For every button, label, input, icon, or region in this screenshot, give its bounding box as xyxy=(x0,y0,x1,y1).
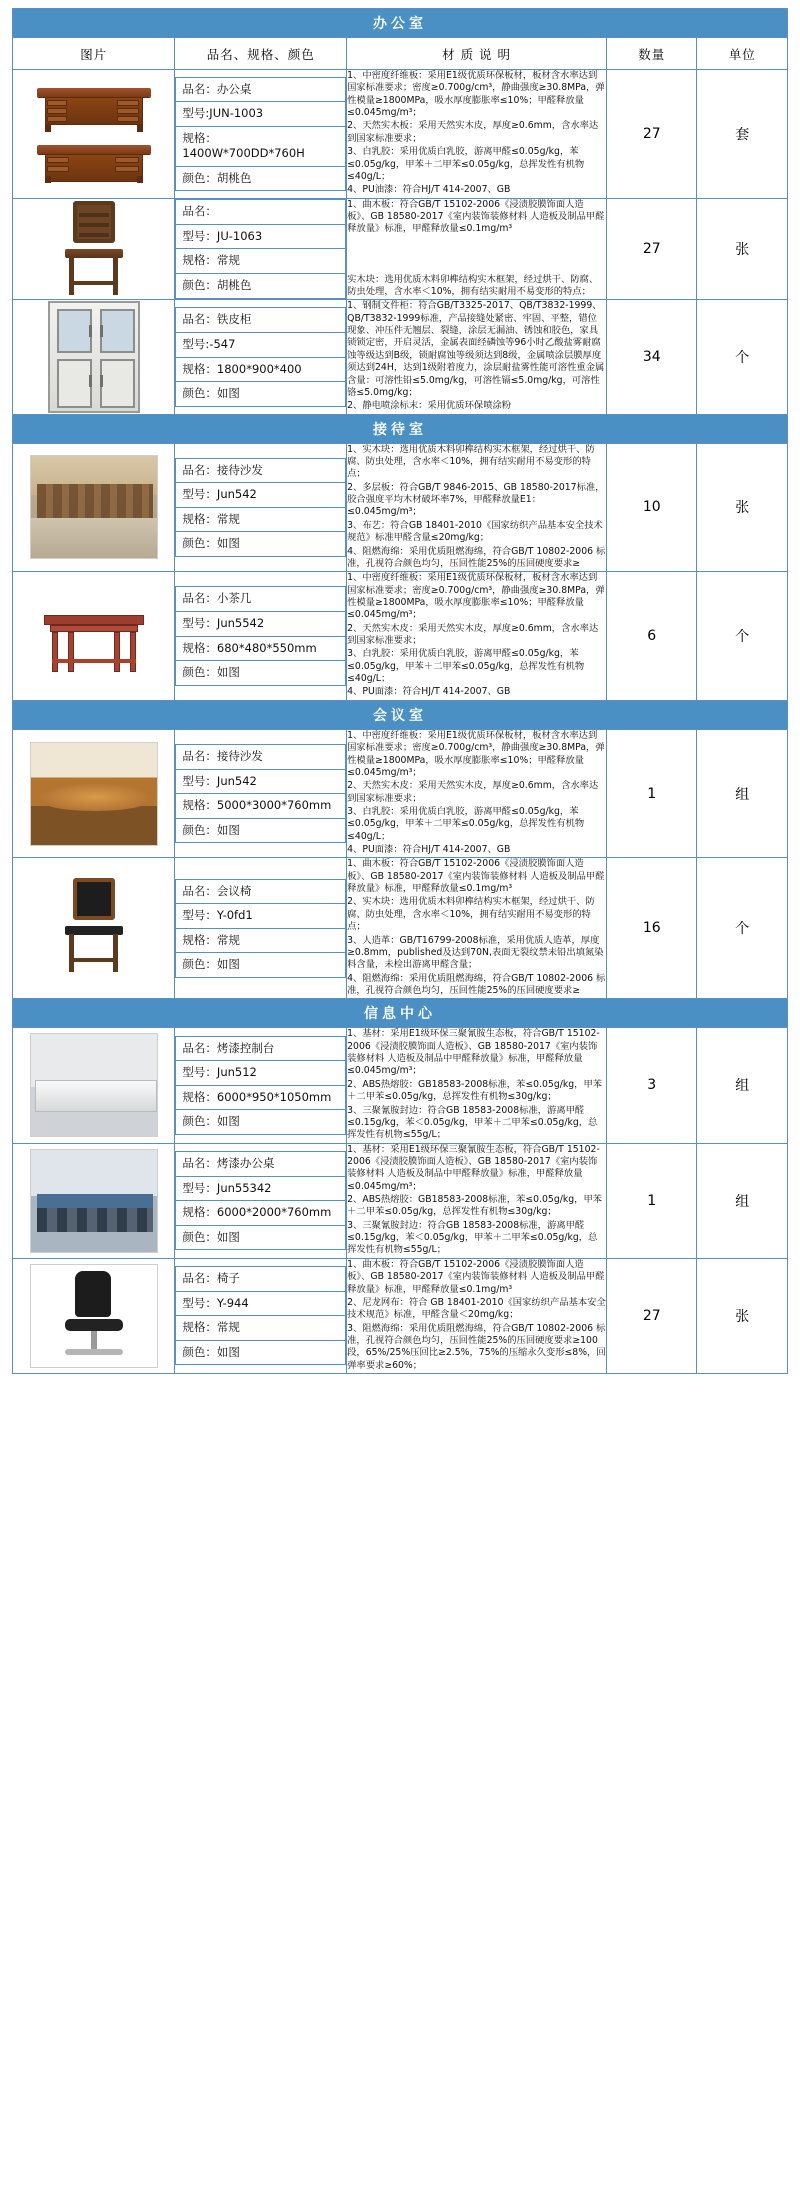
product-model: 型号：Y-0fd1 xyxy=(176,904,346,929)
specification-table xyxy=(12,8,788,1374)
task-chair-photo xyxy=(30,1264,158,1368)
product-image-cell xyxy=(13,1143,175,1258)
wood-chair-illustration xyxy=(57,201,131,297)
product-model: 型号:-547 xyxy=(176,332,346,357)
material-line: 4、PU面漆：符合HJ/T 414-2007、GB xyxy=(347,844,511,856)
product-image-cell xyxy=(13,70,175,199)
painted-office-desk-photo xyxy=(30,1149,158,1253)
section-title: 接待室 xyxy=(13,414,788,443)
material-line: 2、天然实木板：采用天然实木皮，厚度≥0.6mm，含水率达到国家标准要求； xyxy=(347,120,599,144)
unit-value: 组 xyxy=(697,729,788,858)
unit-value: 个 xyxy=(697,572,788,701)
product-model: 型号：Jun542 xyxy=(176,483,346,508)
column-header-image: 图片 xyxy=(13,38,175,70)
table-row xyxy=(13,858,788,999)
section-header-row xyxy=(13,9,788,38)
product-model: 型号：Y-944 xyxy=(176,1291,346,1316)
product-attributes-cell xyxy=(175,1258,347,1373)
table-row xyxy=(13,729,788,858)
product-attributes-cell xyxy=(175,1028,347,1143)
table-row xyxy=(13,1028,788,1143)
product-model: 型号：Jun55342 xyxy=(176,1176,346,1201)
control-console-photo xyxy=(30,1033,158,1137)
product-color: 颜色：胡桃色 xyxy=(176,166,346,191)
material-line: 3、阻燃海绵：采用优质阻燃海绵，符合GB/T 10802-2006 标准，孔视符合颜色均匀，压回性能25%的压回硬度要求≥100段，65%/25%压回比≥2.5%，75%的压缩永久变形≤8%，回弹率要求≥60%； xyxy=(347,1322,606,1371)
product-image-cell xyxy=(13,198,175,300)
material-description xyxy=(347,1258,607,1373)
product-spec: 规格：常规 xyxy=(176,249,346,274)
product-name: 品名：小茶几 xyxy=(176,587,346,612)
material-description xyxy=(347,198,607,300)
table-row xyxy=(13,443,788,572)
material-line: 1、中密度纤维板：采用E1级优质环保板材，板材含水率达到国家标准要求；密度≥0.700g/cm³，静曲强度≥30.8MPa，弹性模量≥1800MPa，吸水厚度膨胀率≤10%；甲醛释放量≤0.045mg/m³； xyxy=(347,729,605,778)
material-description xyxy=(347,300,607,414)
tea-table-drawing xyxy=(34,589,154,683)
material-line: 2、静电喷涂标末：采用优质环保喷涂粉 xyxy=(347,400,512,412)
material-line: 2、多层板：符合GB/T 9846-2015、GB 18580-2017标准，胶合强度平均木材破坏率7%，甲醛释放量E1：≤0.045mg/m³； xyxy=(347,481,605,518)
quantity-value: 34 xyxy=(607,300,697,414)
material-gap xyxy=(347,237,606,273)
column-header-unit: 单位 xyxy=(697,38,788,70)
product-spec: 规格：6000*950*1050mm xyxy=(176,1085,346,1110)
column-header-name: 品名、规格、颜色 xyxy=(175,38,347,70)
material-line: 1、曲木板：符合GB/T 15102-2006《浸渍胶膜饰面人造板》、GB 18580-2017《室内装饰装修材料 人造板及制品甲醛释放量》标准，甲醛释放量≤0.1mg/m³ xyxy=(347,198,605,235)
product-color: 颜色：如图 xyxy=(176,953,346,978)
conference-chair-photo xyxy=(57,878,131,978)
table-row xyxy=(13,1143,788,1258)
material-line: 1、基材：采用E1级环保三聚氰胺生态板，符合GB/T 15102-2006《浸渍胶膜饰面人造板》、GB 18580-2017《室内装饰装修材料 人造板及制品中甲醛释放量》标准，甲醛释放量≤0.045mg/m³； xyxy=(347,1143,600,1192)
steel-cabinet-illustration xyxy=(48,301,140,413)
product-model: 型号：JU-1063 xyxy=(176,224,346,249)
quantity-value: 27 xyxy=(607,70,697,199)
product-image-cell xyxy=(13,858,175,999)
material-line: 2、天然实木皮：采用天然实木皮，厚度≥0.6mm，含水率达到国家标准要求； xyxy=(347,780,599,804)
product-name: 品名：椅子 xyxy=(176,1267,346,1292)
quantity-value: 6 xyxy=(607,572,697,701)
material-line: 2、尼龙网布：符合 GB 18401-2010《国家纺织产品基本安全技术规范》标准，甲醛含量＜20mg/kg； xyxy=(347,1296,606,1321)
product-name: 品名：烤漆办公桌 xyxy=(176,1152,346,1177)
quantity-value: 1 xyxy=(607,1143,697,1258)
material-line: 1、曲木板：符合GB/T 15102-2006《浸渍胶膜饰面人造板》、GB 18580-2017《室内装饰装修材料 人造板及制品甲醛释放量》标准，甲醛释放量≤0.1mg/m³ xyxy=(347,1258,605,1295)
quantity-value: 27 xyxy=(607,1258,697,1373)
product-name: 品名：接待沙发 xyxy=(176,458,346,483)
product-color: 颜色：如图 xyxy=(176,382,346,407)
material-line: 3、三聚氰胺封边：符合GB 18583-2008标准，游离甲醛≤0.15g/kg，苯＜0.05g/kg，甲苯＋二甲苯≤0.05g/kg，总挥发性有机物≤55g/L； xyxy=(347,1219,598,1256)
material-description xyxy=(347,70,607,199)
quantity-value: 3 xyxy=(607,1028,697,1143)
quantity-value: 10 xyxy=(607,443,697,572)
table-row xyxy=(13,300,788,414)
material-line: 1、中密度纤维板：采用E1级优质环保板材，板材含水率达到国家标准要求；密度≥0.700g/cm³，静曲强度≥30.8MPa，弹性模量≥1800MPa，吸水厚度膨胀率≤10%；甲醛释放量≤0.045mg/m³； xyxy=(347,572,605,621)
material-description xyxy=(347,443,607,572)
unit-value: 张 xyxy=(697,1258,788,1373)
table-row xyxy=(13,1258,788,1373)
product-attributes-cell xyxy=(175,572,347,701)
material-line: 3、白乳胶：采用优质白乳胶，游离甲醛≤0.05g/kg，苯≤0.05g/kg，甲苯＋二甲苯≤0.05g/kg，总挥发性有机物≤40g/L； xyxy=(347,648,585,685)
product-color: 颜色：如图 xyxy=(176,818,346,843)
product-attributes-cell xyxy=(175,70,347,199)
product-model: 型号:JUN-1003 xyxy=(176,102,346,127)
conference-table-photo xyxy=(30,742,158,846)
product-attributes-cell xyxy=(175,1143,347,1258)
product-attributes-cell xyxy=(175,858,347,999)
material-line: 2、天然实木皮：采用天然实木皮，厚度≥0.6mm，含水率达到国家标准要求； xyxy=(347,622,599,647)
product-image-cell xyxy=(13,572,175,701)
material-line: 3、白乳胶：采用优质白乳胶，游离甲醛≤0.05g/kg，苯≤0.05g/kg，甲苯＋二甲苯≤0.05g/kg，总挥发性有机物≤40g/L； xyxy=(347,805,585,842)
product-model: 型号：Jun512 xyxy=(176,1061,346,1086)
product-name: 品名：会议椅 xyxy=(176,879,346,904)
unit-value: 个 xyxy=(697,300,788,414)
section-header-row xyxy=(13,700,788,729)
product-attributes-cell xyxy=(175,729,347,858)
product-model: 型号：Jun5542 xyxy=(176,612,346,637)
material-line: 4、阻燃海绵：采用优质阻燃海绵，符合GB/T 10802-2006 标准，孔视符合颜色均匀，压回性能25%的压回硬度要求≥ xyxy=(347,545,606,569)
product-name: 品名：铁皮柜 xyxy=(176,308,346,333)
material-line: 2、ABS热熔胶：GB18583-2008标准，苯≤0.05g/kg，甲苯＋二甲苯≤0.05g/kg，总挥发性有机物≤30g/kg； xyxy=(347,1194,603,1218)
material-line: 3、三聚氰胺封边：符合GB 18583-2008标准，游离甲醛≤0.15g/kg，苯＜0.05g/kg，甲苯＋二甲苯≤0.05g/kg，总挥发性有机物≤55g/L； xyxy=(347,1104,598,1141)
material-line: 3、人造革：GB/T16799-2008标准，采用优质人造革，厚度≥0.8mm，published及达到70N,表面无裂纹禁未铅出填氮染料含量，未检出游离甲醛含量； xyxy=(347,934,604,971)
quantity-value: 27 xyxy=(607,198,697,300)
product-spec: 规格：6000*2000*760mm xyxy=(176,1201,346,1226)
product-image-cell xyxy=(13,1028,175,1143)
unit-value: 张 xyxy=(697,198,788,300)
product-name: 品名： xyxy=(176,200,346,225)
product-name: 品名：烤漆控制台 xyxy=(176,1036,346,1061)
column-header-row xyxy=(13,38,788,70)
unit-value: 张 xyxy=(697,443,788,572)
table-row xyxy=(13,70,788,199)
page-footer-spacer xyxy=(12,1374,788,1380)
material-line: 1、中密度纤维板：采用E1级优质环保板材，板材含水率达到国家标准要求；密度≥0.700g/cm³，静曲强度≥30.8MPa，弹性模量≥1800MPa，吸水厚度膨胀率≤10%；甲醛释放量≤0.045mg/m³； xyxy=(347,70,605,119)
unit-value: 个 xyxy=(697,858,788,999)
product-spec: 规格：680*480*550mm xyxy=(176,636,346,661)
product-image-cell xyxy=(13,300,175,414)
material-description xyxy=(347,1028,607,1143)
material-description xyxy=(347,729,607,858)
product-name: 品名：接待沙发 xyxy=(176,745,346,770)
column-header-material: 材 质 说 明 xyxy=(347,38,607,70)
product-color: 颜色：如图 xyxy=(176,1110,346,1135)
product-color: 颜色：如图 xyxy=(176,1225,346,1250)
product-image-cell xyxy=(13,729,175,858)
product-name: 品名：办公桌 xyxy=(176,77,346,102)
unit-value: 组 xyxy=(697,1143,788,1258)
material-line: 1、曲木板：符合GB/T 15102-2006《浸渍胶膜饰面人造板》、GB 18580-2017《室内装饰装修材料 人造板及制品甲醛释放量》标准，甲醛释放量≤0.1mg/m³ xyxy=(347,858,605,895)
material-description xyxy=(347,1143,607,1258)
product-spec: 规格：1800*900*400 xyxy=(176,357,346,382)
section-header-row xyxy=(13,999,788,1028)
office-desk-illustration xyxy=(34,80,154,183)
section-title: 办公室 xyxy=(13,9,788,38)
quantity-value: 16 xyxy=(607,858,697,999)
table-row xyxy=(13,572,788,701)
product-color: 颜色：如图 xyxy=(176,1340,346,1365)
product-spec: 规格：5000*3000*760mm xyxy=(176,794,346,819)
unit-value: 套 xyxy=(697,70,788,199)
table-row xyxy=(13,198,788,300)
section-title: 信息中心 xyxy=(13,999,788,1028)
product-image-cell xyxy=(13,1258,175,1373)
product-color: 颜色：胡桃色 xyxy=(176,274,346,299)
material-line: 实木块：选用优质木料卯榫结构实木框架，经过烘干、防腐、防虫处理，含水率＜10%，拥有结实耐用不易变形的特点； xyxy=(347,273,599,298)
material-line: 4、阻燃海绵：采用优质阻燃海绵，符合GB/T 10802-2006 标准，孔视符合颜色均匀，压回性能25%的压回硬度要求≥ xyxy=(347,972,606,996)
material-line: 3、布艺：符合GB 18401-2010《国家纺织产品基本安全技术规范》标准甲醛含量≤20mg/kg； xyxy=(347,519,603,544)
section-header-row xyxy=(13,414,788,443)
unit-value: 组 xyxy=(697,1028,788,1143)
material-line: 2、实木块：选用优质木料卯榫结构实木框架，经过烘干、防腐、防虫处理，含水率＜10%，拥有结实耐用不易变形的特点； xyxy=(347,896,595,933)
material-line: 1、基材：采用E1级环保三聚氰胺生态板，符合GB/T 15102-2006《浸渍胶膜饰面人造板》、GB 18580-2017《室内装饰装修材料 人造板及制品中甲醛释放量》标准，甲醛释放量≤0.045mg/m³； xyxy=(347,1028,600,1077)
material-description xyxy=(347,572,607,701)
material-line: 1、钢制文件柜：符合GB/T3325-2017、QB/T3832-1999、QB/T3832-1999标准，产品接缝处紧密、牢固、平整，错位现象、冲压件无翘层、裂缝，涂层无漏油、锈蚀和胶色，家具锁锁定密，开启灵活，金属表面经磷蚀等96小时乙酸盐雾耐腐蚀等级达到B级，锁耐腐蚀等级须达到8级，金属喷涂层膜厚度须达到24H，达到1级附着度力，涂层耐盐雾性能可溶性重金属含量：可溶性铅≤5.0mg/kg，可溶性镉≤5.0mg/kg，可溶性铬≤5.0mg/kg； xyxy=(347,300,605,398)
material-description xyxy=(347,858,607,999)
reception-sofa-photo xyxy=(30,455,158,559)
column-header-quantity: 数量 xyxy=(607,38,697,70)
material-line: 1、实木块：选用优质木料卯榫结构实木框架，经过烘干、防腐、防虫处理，含水率＜10%，拥有结实耐用不易变形的特点； xyxy=(347,443,595,480)
material-line: 4、PU面漆：符合HJ/T 414-2007、GB xyxy=(347,686,511,698)
product-spec: 规格：1400W*700DD*760H xyxy=(176,126,346,166)
product-attributes-cell xyxy=(175,198,347,300)
product-color: 颜色：如图 xyxy=(176,661,346,686)
product-attributes-cell xyxy=(175,300,347,414)
material-line: 2、ABS热熔胶：GB18583-2008标准，苯≤0.05g/kg，甲苯＋二甲苯≤0.05g/kg，总挥发性有机物≤30g/kg； xyxy=(347,1078,603,1103)
product-spec: 规格：常规 xyxy=(176,1316,346,1341)
product-attributes-cell xyxy=(175,443,347,572)
product-spec: 规格：常规 xyxy=(176,507,346,532)
material-line: 4、PU油漆：符合HJ/T 414-2007、GB xyxy=(347,184,511,196)
product-model: 型号：Jun542 xyxy=(176,769,346,794)
product-color: 颜色：如图 xyxy=(176,532,346,557)
section-title: 会议室 xyxy=(13,700,788,729)
material-line: 3、白乳胶：采用优质白乳胶，游离甲醛≤0.05g/kg，苯≤0.05g/kg，甲苯＋二甲苯≤0.05g/kg，总挥发性有机物≤40g/L； xyxy=(347,146,585,182)
product-image-cell xyxy=(13,443,175,572)
product-spec: 规格：常规 xyxy=(176,928,346,953)
quantity-value: 1 xyxy=(607,729,697,858)
